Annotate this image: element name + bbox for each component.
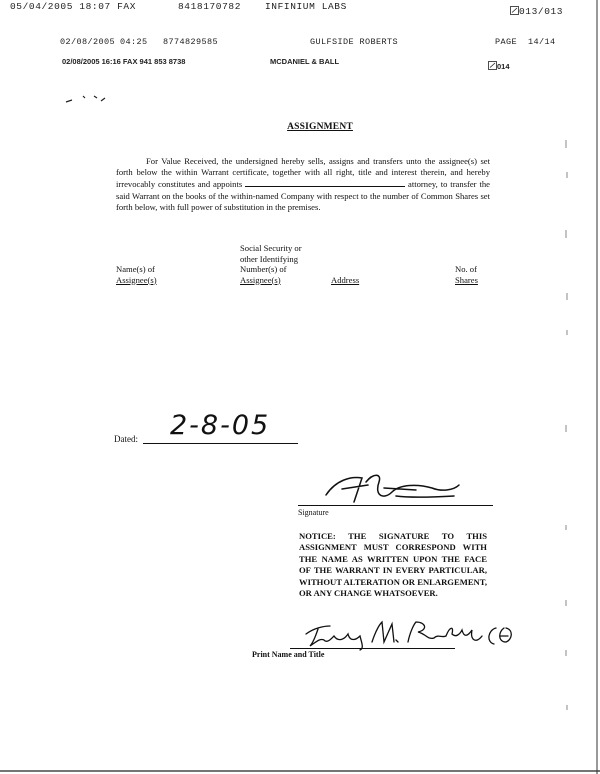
col-shares-line1: No. of: [455, 264, 477, 274]
fax-header-2-sender: GULFSIDE ROBERTS: [310, 37, 399, 47]
attorney-blank-line: [245, 178, 405, 187]
col-ssn-heading: [240, 243, 302, 285]
col-shares-line2: Shares: [455, 274, 478, 285]
signature-label: Signature: [298, 508, 329, 517]
print-name-label: Print Name and Title: [252, 650, 325, 659]
fax-header-1-number: 8418170782: [178, 1, 242, 12]
assignment-paragraph: [116, 156, 490, 213]
col-ssn-line3: Number(s) of: [240, 264, 287, 274]
fax-header-3-sender: MCDANIEL & BALL: [270, 57, 340, 66]
col-ssn-line2: other Identifying: [240, 253, 298, 264]
col-names-line1: Name(s) of: [116, 264, 155, 274]
col-names-line2: Assignee(s): [116, 274, 157, 285]
fax-header-3-page: 014: [497, 62, 510, 71]
dated-label: Dated:: [114, 434, 138, 444]
fax-header-1-page: 013/013: [519, 6, 564, 17]
fax-header-2-page-label: PAGE: [495, 37, 518, 47]
fax-header-1-datetime: 05/04/2005 18:07 FAX: [10, 1, 137, 12]
signature-line: [298, 505, 493, 506]
dated-line: [143, 443, 298, 444]
fax-header-2-number: 8774829585: [163, 37, 219, 47]
col-ssn-line1: Social Security or: [240, 243, 302, 253]
handwritten-signature: [296, 470, 496, 510]
document-title: ASSIGNMENT: [287, 122, 353, 132]
col-address-label: Address: [331, 275, 360, 285]
fax-header-2-date: 02/08/2005: [60, 37, 116, 47]
print-name-line: [290, 648, 455, 649]
paragraph-part-1: For Value Received, the undersigned hereby sells, assigns and transfers unto the assignee(s) set forth below the within Warrant certificate, together with all right, title and interest therein, and hereby irrevocably constitutes and appoints: [116, 156, 490, 190]
fax-header-2-page: 14/14: [528, 37, 556, 47]
col-ssn-line4: Assignee(s): [240, 274, 281, 285]
col-address-heading: [331, 275, 359, 286]
col-names-heading: [116, 264, 157, 285]
col-shares-heading: [455, 264, 478, 285]
fax-header-3-datetime: 02/08/2005 16:16 FAX 941 853 8738: [62, 57, 186, 66]
fax-header-1-sender: INFINIUM LABS: [265, 1, 347, 12]
fax-header-2-time: 04:25: [120, 37, 148, 47]
paragraph-part-2: attorney, to transfer the said Warrant on the books of the within-named Company with respect to the number of Common Shares set forth below, with full power of substitution in the premises.: [116, 179, 490, 212]
notice-text: NOTICE: THE SIGNATURE TO THIS ASSIGNMENT MUST CORRESPOND WITH THE NAME AS WRITTEN UPON THE FACE OF THE WARRANT IN EVERY PARTICULAR, WITHOUT ALTERATION OR ENLARGEMENT, OR ANY CHANGE WHATSOEVER.: [299, 531, 487, 599]
dated-value-handwritten: 2-8-05: [170, 410, 271, 441]
